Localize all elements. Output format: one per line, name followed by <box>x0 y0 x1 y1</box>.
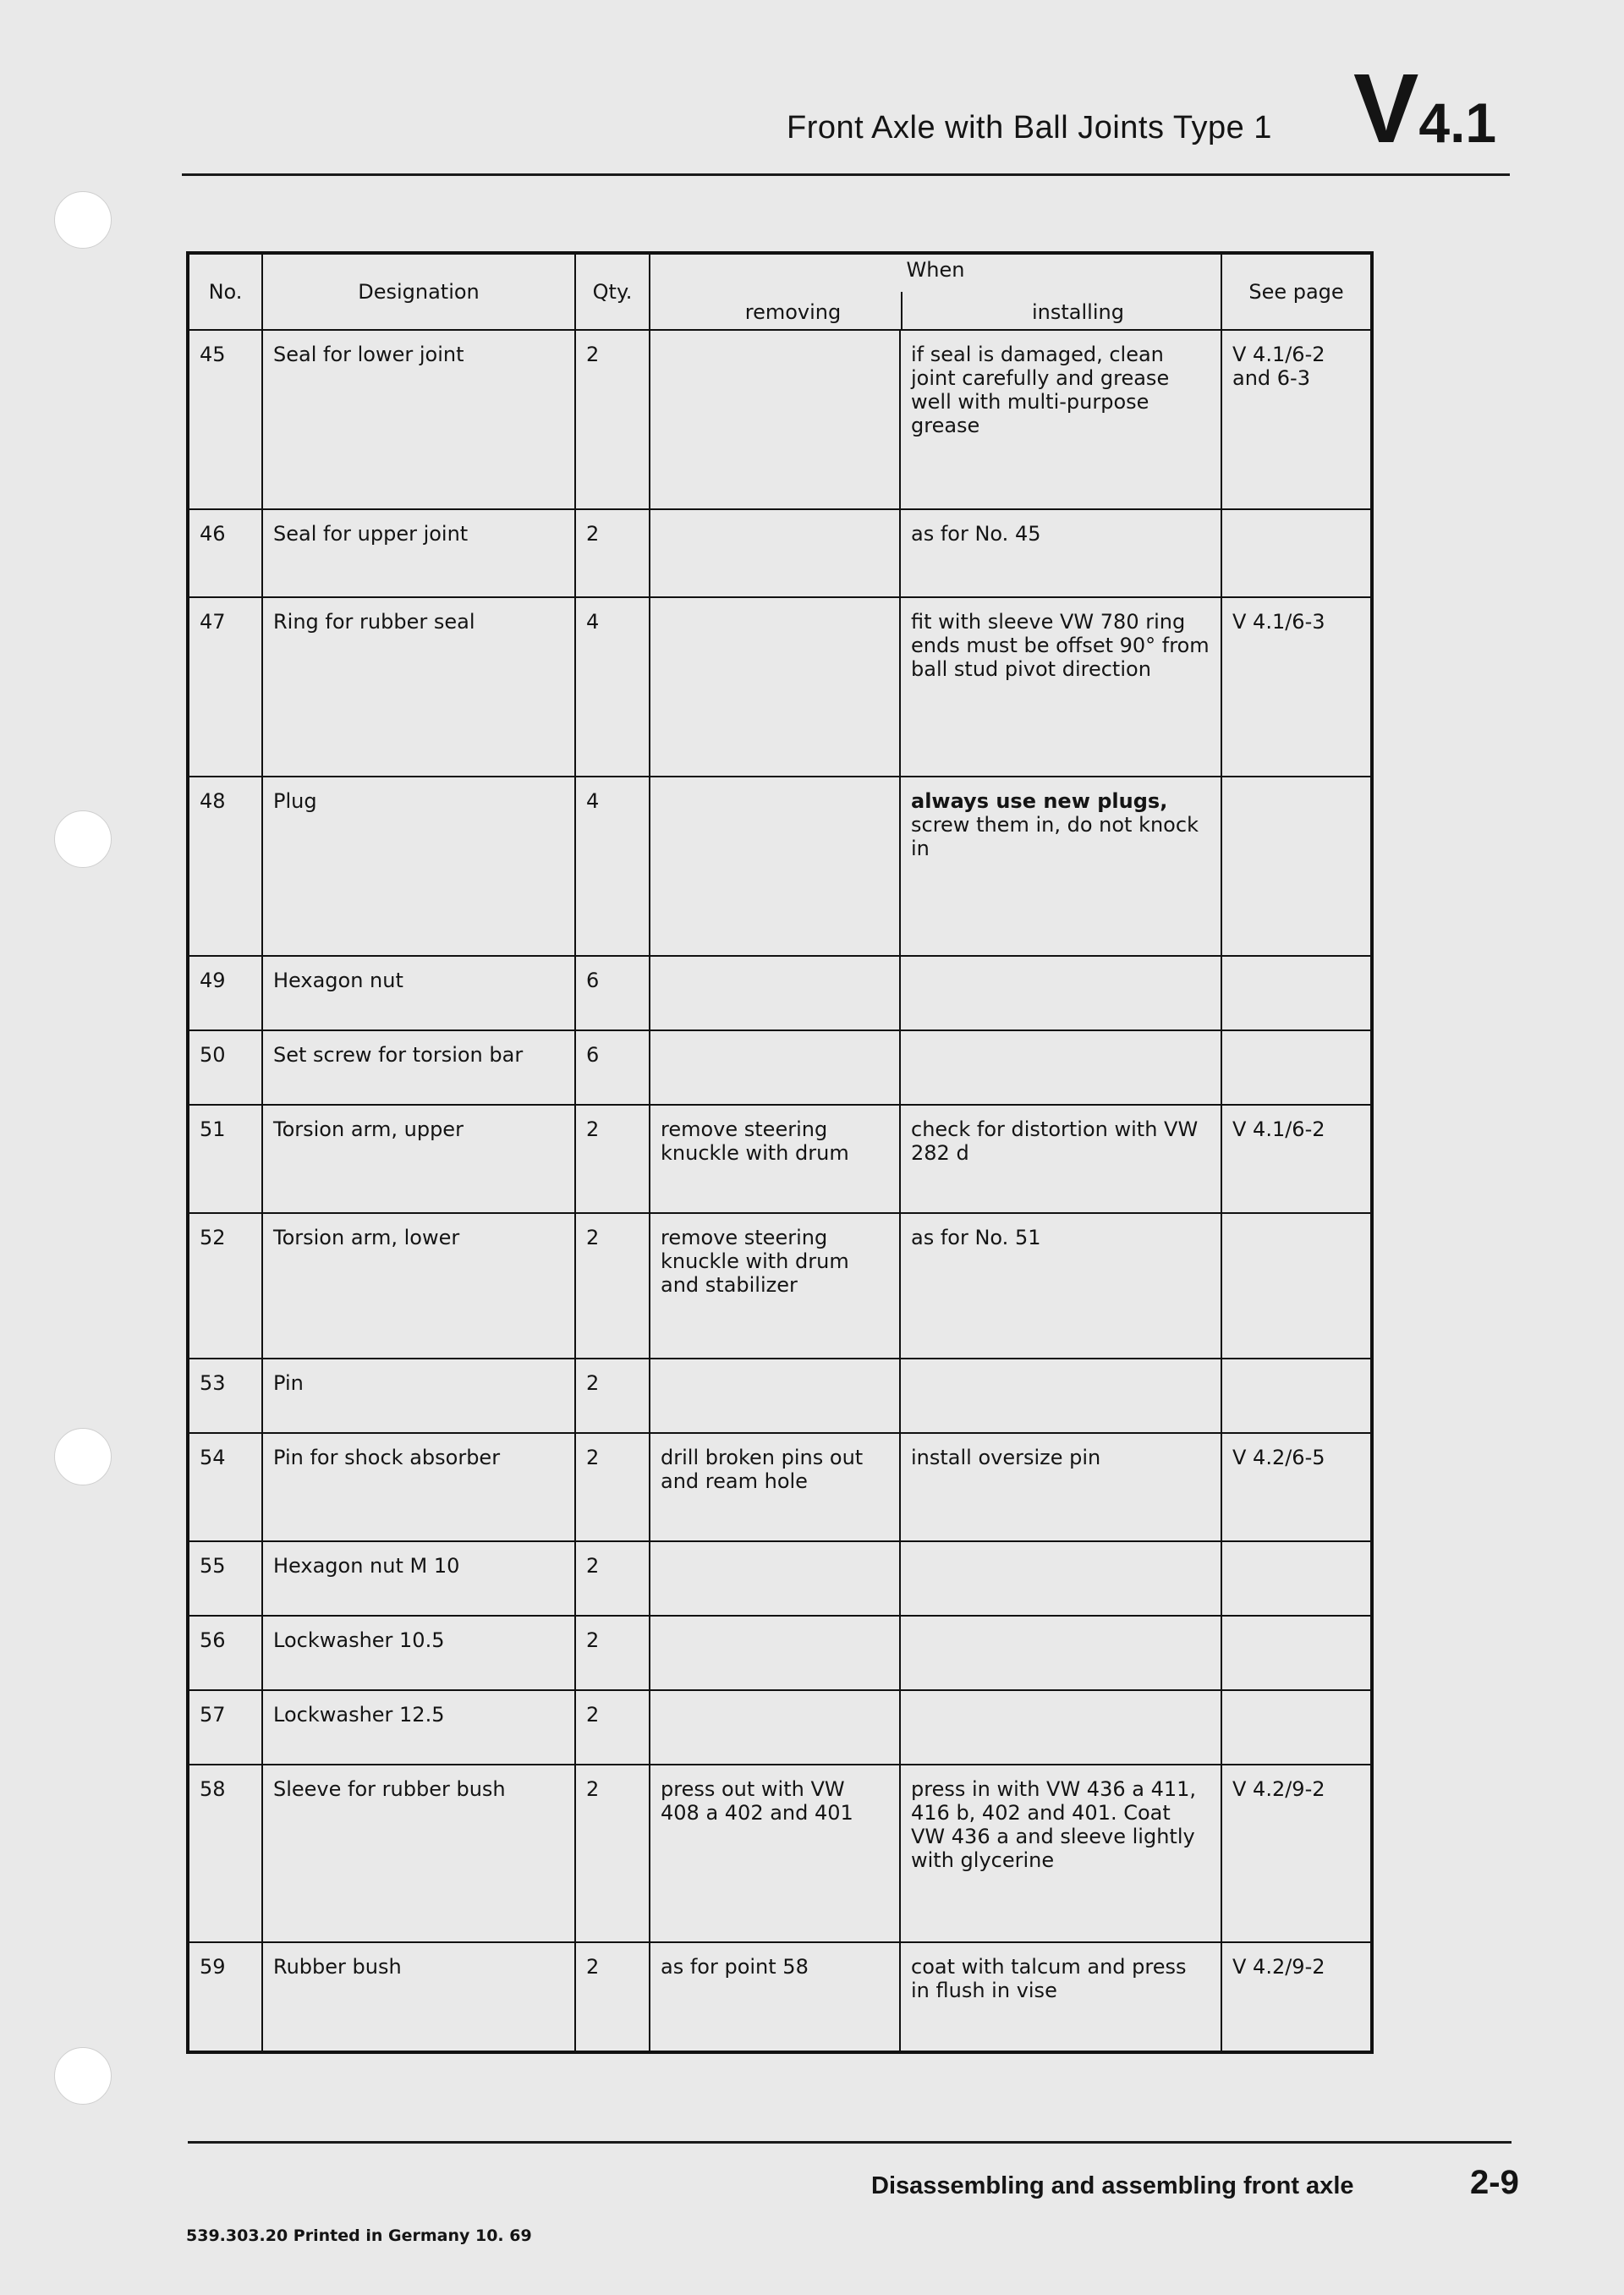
cell-installing <box>900 1541 1221 1616</box>
cell-designation: Seal for lower joint <box>262 330 575 509</box>
cell-see-page <box>1221 1213 1372 1359</box>
cell-installing <box>900 1942 1221 2052</box>
table-row <box>188 597 1372 777</box>
table-row <box>188 777 1372 956</box>
installing-text: press in with VW 436 a 411, 416 b, 402 and 401. Coat VW 436 a and sleeve lightly with glycerine <box>911 1777 1197 1872</box>
page-number: 2-9 <box>1470 2164 1519 2201</box>
cell-designation: Hexagon nut M 10 <box>262 1541 575 1616</box>
cell-removing <box>650 509 900 597</box>
cell-no: 52 <box>188 1213 262 1359</box>
cell-no: 58 <box>188 1765 262 1942</box>
binder-hole <box>54 191 112 249</box>
header-when <box>650 253 1221 330</box>
table-row <box>188 330 1372 509</box>
cell-installing <box>900 1359 1221 1433</box>
cell-removing <box>650 1616 900 1690</box>
cell-removing <box>650 1030 900 1105</box>
cell-designation: Torsion arm, upper <box>262 1105 575 1213</box>
footer-section-title: Disassembling and assembling front axle <box>871 2172 1354 2199</box>
section-code-letter: V <box>1353 53 1419 163</box>
cell-installing <box>900 330 1221 509</box>
installing-text: fit with sleeve VW 780 ring ends must be offset 90° from ball stud pivot direction <box>911 610 1210 681</box>
cell-designation: Set screw for torsion bar <box>262 1030 575 1105</box>
cell-installing <box>900 509 1221 597</box>
table-row <box>188 1541 1372 1616</box>
cell-no: 45 <box>188 330 262 509</box>
cell-see-page: V 4.2/6-5 <box>1221 1433 1372 1541</box>
table-row <box>188 1765 1372 1942</box>
cell-removing: press out with VW 408 a 402 and 401 <box>650 1765 900 1942</box>
cell-designation: Seal for upper joint <box>262 509 575 597</box>
cell-installing <box>900 777 1221 956</box>
installing-text: install oversize pin <box>911 1446 1101 1469</box>
cell-qty: 2 <box>575 1359 650 1433</box>
cell-designation: Hexagon nut <box>262 956 575 1030</box>
table-row <box>188 1105 1372 1213</box>
cell-designation: Torsion arm, lower <box>262 1213 575 1359</box>
cell-no: 50 <box>188 1030 262 1105</box>
installing-text: check for distortion with VW 282 d <box>911 1117 1199 1165</box>
cell-see-page: V 4.2/9-2 <box>1221 1942 1372 2052</box>
cell-removing <box>650 956 900 1030</box>
installing-emphasis: always use new plugs, <box>911 789 1168 813</box>
table-header-row <box>188 253 1372 330</box>
cell-removing <box>650 1541 900 1616</box>
cell-no: 48 <box>188 777 262 956</box>
cell-no: 46 <box>188 509 262 597</box>
installing-text: as for No. 51 <box>911 1226 1041 1249</box>
table-row <box>188 956 1372 1030</box>
cell-qty: 2 <box>575 509 650 597</box>
cell-see-page: V 4.1/6-2 <box>1221 1105 1372 1213</box>
cell-see-page <box>1221 1690 1372 1765</box>
cell-see-page <box>1221 1541 1372 1616</box>
header-removing: removing <box>744 300 842 324</box>
cell-qty: 4 <box>575 777 650 956</box>
cell-qty: 6 <box>575 956 650 1030</box>
cell-see-page <box>1221 1030 1372 1105</box>
header-when-label: When <box>906 258 965 282</box>
cell-see-page: V 4.1/6-3 <box>1221 597 1372 777</box>
table-row <box>188 1942 1372 2052</box>
cell-designation: Plug <box>262 777 575 956</box>
cell-qty: 2 <box>575 1105 650 1213</box>
header-rule <box>182 173 1510 176</box>
cell-removing <box>650 597 900 777</box>
binder-hole <box>54 810 112 868</box>
header-no: No. <box>188 253 262 330</box>
cell-qty: 2 <box>575 1765 650 1942</box>
cell-designation: Rubber bush <box>262 1942 575 2052</box>
page-title: Front Axle with Ball Joints Type 1 <box>787 110 1272 145</box>
cell-no: 57 <box>188 1690 262 1765</box>
cell-designation: Lockwasher 12.5 <box>262 1690 575 1765</box>
cell-see-page <box>1221 777 1372 956</box>
cell-no: 59 <box>188 1942 262 2052</box>
installing-text: if seal is damaged, clean joint carefully and grease well with multi-purpose grease <box>911 343 1170 437</box>
table-row <box>188 1690 1372 1765</box>
section-code-number: 4.1 <box>1418 91 1497 154</box>
cell-removing <box>650 330 900 509</box>
cell-qty: 2 <box>575 1541 650 1616</box>
cell-qty: 4 <box>575 597 650 777</box>
cell-see-page: V 4.2/9-2 <box>1221 1765 1372 1942</box>
cell-installing <box>900 1690 1221 1765</box>
cell-see-page <box>1221 1616 1372 1690</box>
print-note: 539.303.20 Printed in Germany 10. 69 <box>186 2226 532 2245</box>
cell-no: 53 <box>188 1359 262 1433</box>
installing-text: as for No. 45 <box>911 522 1041 546</box>
header-qty: Qty. <box>575 253 650 330</box>
cell-no: 51 <box>188 1105 262 1213</box>
cell-removing: as for point 58 <box>650 1942 900 2052</box>
cell-designation: Pin <box>262 1359 575 1433</box>
cell-qty: 2 <box>575 330 650 509</box>
cell-qty: 2 <box>575 1942 650 2052</box>
cell-see-page <box>1221 1359 1372 1433</box>
cell-no: 49 <box>188 956 262 1030</box>
parts-table <box>186 251 1374 2054</box>
table-row <box>188 509 1372 597</box>
table-row <box>188 1213 1372 1359</box>
cell-no: 47 <box>188 597 262 777</box>
binder-hole <box>54 1428 112 1485</box>
cell-see-page <box>1221 956 1372 1030</box>
installing-text: coat with talcum and press in flush in vise <box>911 1955 1187 2002</box>
cell-removing: drill broken pins out and ream hole <box>650 1433 900 1541</box>
table-row <box>188 1359 1372 1433</box>
cell-qty: 2 <box>575 1213 650 1359</box>
section-code <box>1353 53 1497 163</box>
table-row <box>188 1433 1372 1541</box>
cell-designation: Ring for rubber seal <box>262 597 575 777</box>
cell-qty: 2 <box>575 1616 650 1690</box>
binder-hole <box>54 2047 112 2105</box>
installing-text: screw them in, do not knock in <box>911 813 1199 860</box>
cell-designation: Pin for shock absorber <box>262 1433 575 1541</box>
cell-designation: Lockwasher 10.5 <box>262 1616 575 1690</box>
cell-installing <box>900 1213 1221 1359</box>
cell-no: 56 <box>188 1616 262 1690</box>
cell-removing <box>650 777 900 956</box>
footer-rule <box>188 2141 1512 2144</box>
table-row <box>188 1616 1372 1690</box>
cell-removing: remove steering knuckle with drum <box>650 1105 900 1213</box>
cell-installing <box>900 1030 1221 1105</box>
cell-qty: 6 <box>575 1030 650 1105</box>
header-designation: Designation <box>262 253 575 330</box>
cell-qty: 2 <box>575 1690 650 1765</box>
cell-see-page <box>1221 509 1372 597</box>
cell-no: 55 <box>188 1541 262 1616</box>
cell-installing <box>900 1765 1221 1942</box>
cell-qty: 2 <box>575 1433 650 1541</box>
cell-removing <box>650 1359 900 1433</box>
table-row <box>188 1030 1372 1105</box>
cell-designation: Sleeve for rubber bush <box>262 1765 575 1942</box>
cell-installing <box>900 1433 1221 1541</box>
cell-installing <box>900 1616 1221 1690</box>
cell-removing <box>650 1690 900 1765</box>
header-installing: installing <box>1032 300 1124 324</box>
cell-see-page: V 4.1/6-2 and 6-3 <box>1221 330 1372 509</box>
header-when-divider <box>901 292 903 329</box>
cell-no: 54 <box>188 1433 262 1541</box>
cell-removing: remove steering knuckle with drum and stabilizer <box>650 1213 900 1359</box>
header-see-page: See page <box>1221 253 1372 330</box>
cell-installing <box>900 956 1221 1030</box>
parts-table-body <box>188 330 1372 2052</box>
cell-installing <box>900 1105 1221 1213</box>
cell-installing <box>900 597 1221 777</box>
